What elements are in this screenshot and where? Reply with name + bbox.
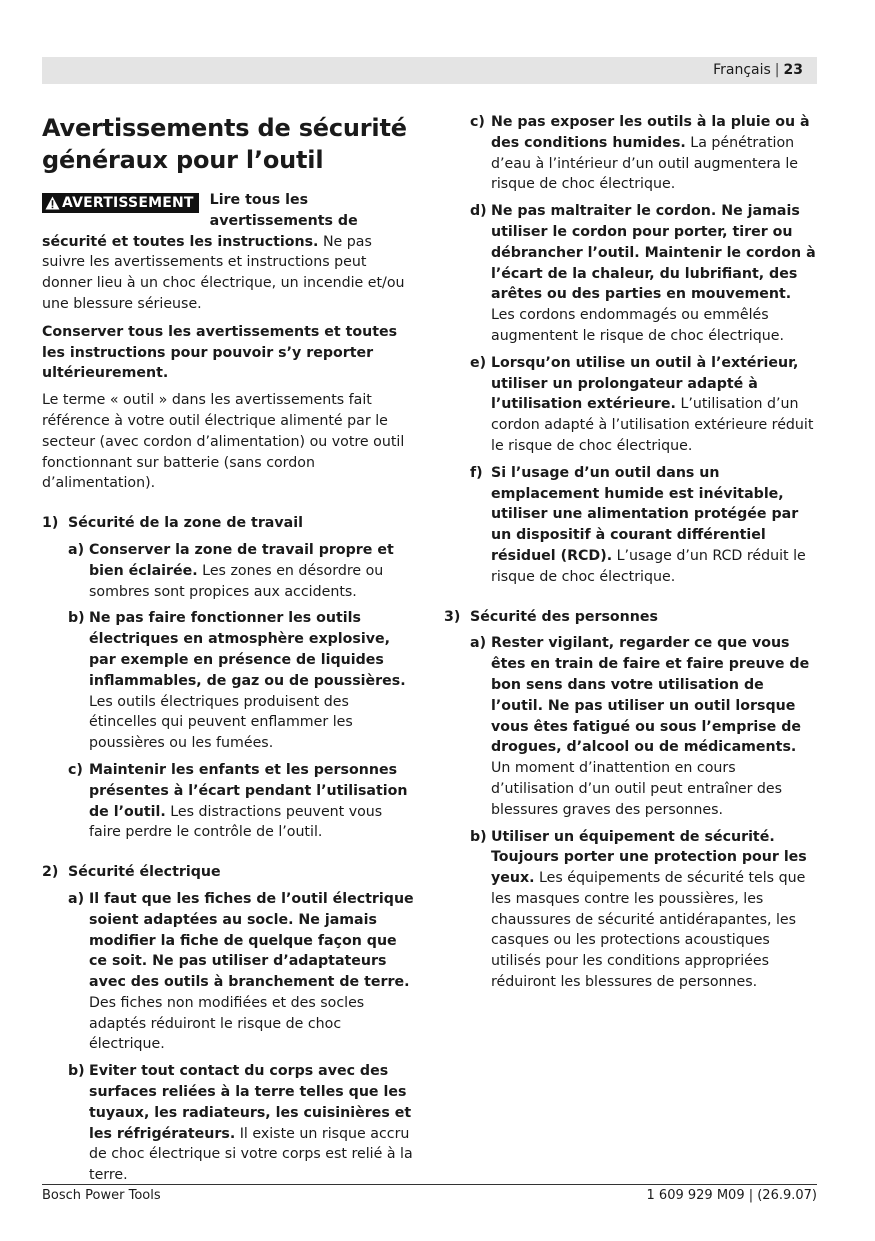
section-number: 2): [42, 864, 59, 881]
language-label: Français: [713, 62, 771, 78]
keep-notice-text: Conserver tous les avertissements et toutes les instructions pour pouvoir s’y reporter ultérieurement.: [42, 323, 398, 382]
warning-triangle-icon: [45, 196, 60, 210]
section-title: Sécurité électrique: [68, 864, 221, 881]
right-column: [444, 112, 817, 999]
item-bold-text: Rester vigilant, regarder ce que vous êtes en train de faire et faire preuve de bon sens dans votre utilisation de l’outil. Ne pas utiliser un outil lorsque vous êtes fatigué ou sous l’emprise de drogues, d’alcool ou de médicaments.: [491, 635, 810, 756]
header-bar: [42, 57, 817, 84]
list-item: [42, 608, 415, 754]
list-item: [42, 540, 415, 602]
item-label: d): [470, 203, 487, 220]
warning-badge-label: AVERTISSEMENT: [62, 195, 194, 211]
item-text: La pénétration d’eau à l’intérieur d’un outil augmentera le risque de choc électrique.: [491, 134, 799, 193]
list-item: [444, 353, 817, 457]
page-number: 23: [783, 62, 803, 78]
item-label: b): [68, 1063, 85, 1080]
item-text: Les distractions peuvent vous faire perdre le contrôle de l’outil.: [89, 803, 383, 841]
keep-notice: [42, 322, 415, 384]
item-text: Il existe un risque accru de choc électrique si votre corps est relié à la terre.: [89, 1125, 413, 1184]
item-bold-text: Ne pas exposer les outils à la pluie ou à des conditions humides.: [491, 114, 810, 151]
footer-divider: [42, 1184, 817, 1185]
section-title: Sécurité de la zone de travail: [68, 515, 303, 532]
section-heading: [42, 513, 415, 534]
item-text: Les équipements de sécurité tels que les masques contre les poussières, les chaussures de sécurité antidérapantes, les casques ou les protections acoustiques utilisés pour les conditions appropriées réduiront les blessures de personnes.: [491, 870, 806, 991]
list-item: [42, 1061, 415, 1186]
item-text: Les cordons endommagés ou emmêlés augmentent le risque de choc électrique.: [491, 307, 784, 344]
item-text: L’utilisation d’un cordon adapté à l’utilisation extérieure réduit le risque de choc électrique.: [491, 396, 814, 454]
list-item: [42, 760, 415, 843]
item-label: a): [68, 890, 85, 907]
warning-bold-text: Lire tous les avertissements de sécurité et toutes les instructions.: [42, 192, 358, 250]
section-heading: [444, 607, 817, 628]
footer-doc-ref: 1 609 929 M09 | (26.9.07): [646, 1188, 817, 1203]
item-text: L’usage d’un RCD réduit le risque de choc électrique.: [491, 547, 806, 585]
definition-paragraph: Le terme « outil » dans les avertissements fait référence à votre outil électrique alimenté par le secteur (avec cordon d’alimentation) ou votre outil fonctionnant sur batterie (sans cordon d’alimentation).: [42, 392, 405, 492]
left-column: [42, 112, 415, 1192]
item-bold-text: Utiliser un équipement de sécurité. Toujours porter une protection pour les yeux.: [491, 828, 807, 887]
list-item: [444, 633, 817, 820]
item-label: c): [68, 761, 83, 778]
item-text: Les zones en désordre ou sombres sont propices aux accidents.: [89, 562, 384, 600]
item-bold-text: Si l’usage d’un outil dans un emplacement humide est inévitable, utiliser une alimentation protégée par un dispositif à courant différentiel résiduel (RCD).: [491, 464, 799, 564]
item-bold-text: Ne pas faire fonctionner les outils électriques en atmosphère explosive, par exemple en présence de liquides inflammables, de gaz ou de poussières.: [89, 610, 406, 689]
section-heading: [42, 862, 415, 883]
item-text: Les outils électriques produisent des étincelles qui peuvent enflammer les poussières ou les fumées.: [89, 693, 353, 752]
item-label: b): [68, 610, 85, 627]
item-bold-text: Ne pas maltraiter le cordon. Ne jamais utiliser le cordon pour porter, tirer ou débrancher l’outil. Maintenir le cordon à l’écart de la chaleur, du lubrifiant, des arêtes ou des parties en mouvement.: [491, 203, 816, 303]
item-bold-text: Lorsqu’on utilise un outil à l’extérieur, utiliser un prolongateur adapté à l’utilisation extérieure.: [491, 354, 799, 413]
list-item: [42, 889, 415, 1055]
item-label: e): [470, 354, 487, 371]
item-label: a): [470, 635, 487, 652]
item-bold-text: Il faut que les fiches de l’outil électrique soient adaptées au socle. Ne jamais modifier la fiche de quelque façon que ce soit. Ne pas utiliser d’adaptateurs avec des outils à branchement de terre.: [89, 890, 414, 991]
item-text: Un moment d’inattention en cours d’utilisation d’un outil peut entraîner des blessures graves des personnes.: [491, 760, 783, 818]
item-bold-text: Maintenir les enfants et les personnes présentes à l’écart pendant l’utilisation de l’outil.: [89, 761, 408, 820]
item-bold-text: Eviter tout contact du corps avec des surfaces reliées à la terre telles que les tuyaux, les radiateurs, les cuisinières et les réfrigérateurs.: [89, 1063, 412, 1142]
warning-paragraph: [42, 190, 415, 315]
page-header: [713, 61, 803, 80]
item-bold-text: Conserver la zone de travail propre et bien éclairée.: [89, 541, 394, 579]
list-item: [444, 112, 817, 195]
item-label: f): [470, 464, 483, 481]
section-title: Sécurité des personnes: [470, 608, 658, 625]
list-item: [444, 463, 817, 588]
section-number: 1): [42, 515, 59, 532]
item-text: Des fiches non modifiées et des socles adaptés réduiront le risque de choc électrique.: [89, 994, 365, 1053]
item-label: a): [68, 541, 85, 558]
warning-text: Ne pas suivre les avertissements et instructions peut donner lieu à un choc électrique, un incendie et/ou une blessure sérieuse.: [42, 233, 405, 312]
page-title: Avertissements de sécurité généraux pour l’outil: [42, 114, 407, 174]
list-item: [444, 201, 817, 347]
warning-badge: [42, 193, 199, 213]
section-number: 3): [444, 608, 461, 625]
item-label: b): [470, 828, 487, 845]
footer-brand: Bosch Power Tools: [42, 1188, 161, 1203]
header-separator: |: [774, 62, 780, 78]
item-label: c): [470, 114, 485, 130]
list-item: [444, 827, 817, 993]
